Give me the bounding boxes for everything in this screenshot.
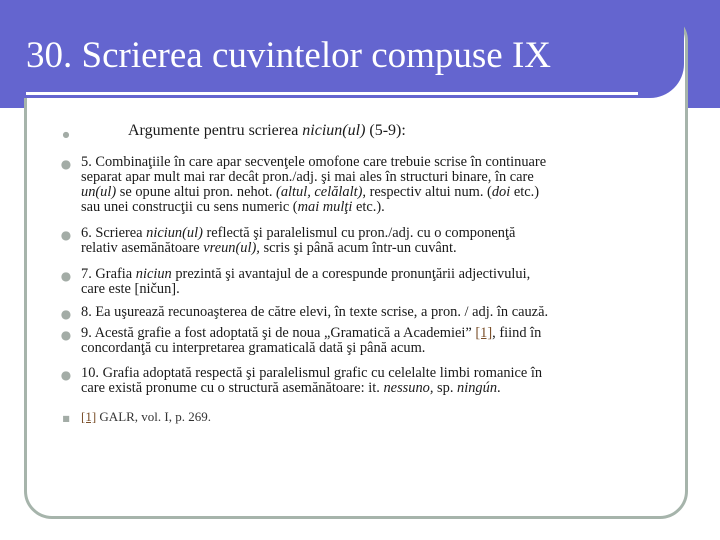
point-10-line-2: care există pronume cu o structură asemănătoare: it. nessuno, sp. ningún. — [81, 380, 501, 396]
slide-title: 30. Scrierea cuvintelor compuse IX — [26, 35, 552, 76]
point-6-line-1: 6. Scrierea niciun(ul) reflectă şi paralelismul cu pron./adj. cu o componenţă — [81, 225, 516, 241]
footnote: [1] GALR, vol. I, p. 269. — [81, 409, 212, 424]
point-6-line-2: relativ asemănătoare vreun(ul), scris şi până acum într-un cuvânt. — [81, 240, 457, 256]
bullet-icon: ● — [60, 307, 72, 321]
footnote-ref[interactable]: [1] — [81, 409, 97, 424]
heading-text: Argumente pentru scrierea niciun(ul) (5-9): — [128, 122, 406, 139]
bullet-icon: ● — [60, 269, 72, 283]
point-5-line-3: un(ul) se opune altui pron. nehot. (altul, celălalt), respectiv altui num. (doi etc.) — [81, 184, 540, 200]
point-9-line-1: 9. Acestă grafie a fost adoptată şi de noua „Gramatică a Academiei” [1], fiind în — [81, 325, 542, 341]
bullet-icon: ● — [62, 130, 70, 139]
point-5-line-1: 5. Combinaţiile în care apar secvenţele omofone care trebuie scrise în continuare — [81, 154, 547, 170]
footnote-link[interactable]: [1] — [475, 325, 493, 341]
bullet-icon: ● — [60, 328, 72, 342]
bullet-icon: ● — [60, 228, 72, 242]
point-10-line-1: 10. Grafia adoptată respectă şi paralelismul grafic cu celelalte limbi romanice în — [81, 365, 543, 381]
bullet-icon: ■ — [62, 414, 70, 423]
bullet-icon: ● — [60, 157, 72, 171]
point-5-line-2: separat apar mult mai rar decât pron./adj. şi mai ales în structuri binare, în care — [81, 169, 534, 185]
point-8-line-1: 8. Ea uşurează recunoaşterea de către elevi, în texte scrise, a pron. / adj. în cauză. — [81, 304, 549, 320]
point-9-line-2: concordanţă cu interpretarea gramaticală dată şi până acum. — [81, 340, 426, 356]
point-5-line-4: sau unei construcţii cu sens numeric (mai mulţi etc.). — [81, 199, 385, 215]
point-7-line-1: 7. Grafia niciun prezintă şi avantajul de a corespunde pronunţării adjectivului, — [81, 266, 531, 282]
bullet-icon: ● — [60, 368, 72, 382]
point-7-line-2: care este [ničun]. — [81, 281, 180, 297]
